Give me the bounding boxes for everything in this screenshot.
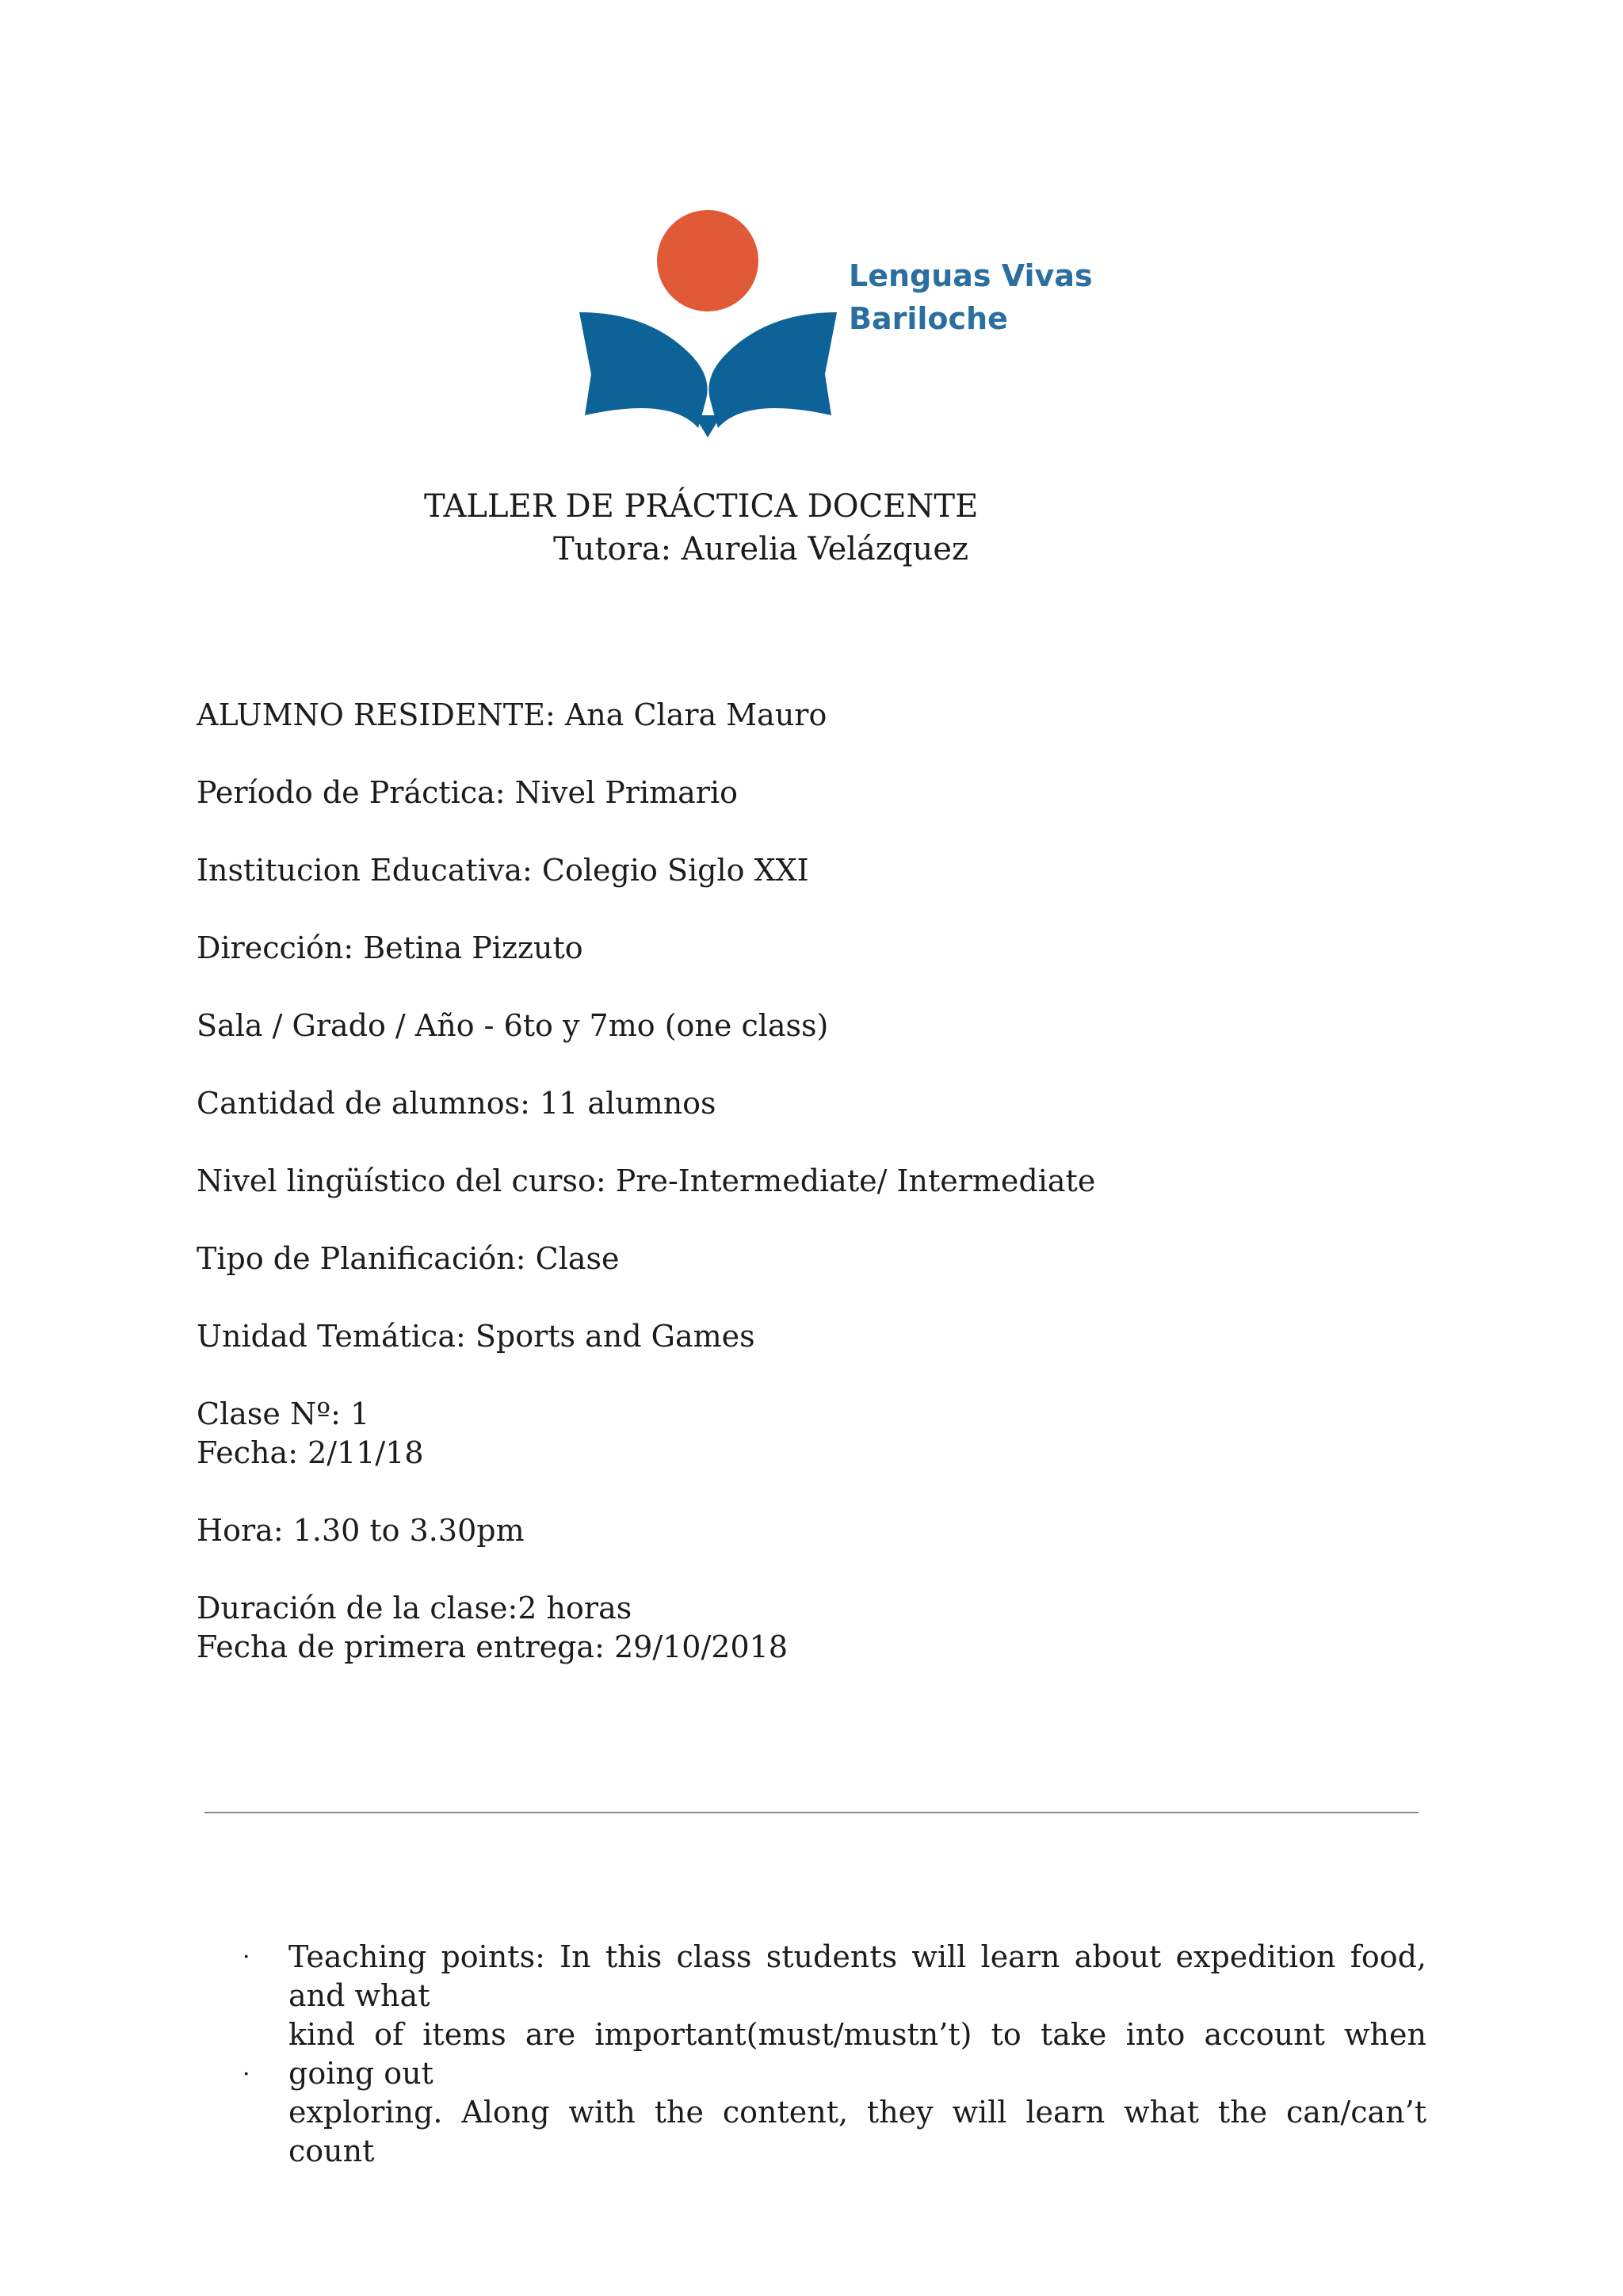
logo-text-line2: Bariloche <box>849 301 1008 336</box>
tutor-line: Tutora: Aurelia Velázquez <box>553 531 969 567</box>
field-hora: Hora: 1.30 to 3.30pm <box>197 1513 525 1548</box>
logo-sun <box>657 210 758 311</box>
teaching-points-line-2: kind of items are important(must/mustn’t) to take into account when going out <box>288 2017 1426 2091</box>
teaching-points-line-1: Teaching points: In this class students will learn about expedition food, and what <box>288 1939 1426 2013</box>
logo-book-left-page <box>579 312 708 428</box>
field-fecha: Fecha: 2/11/18 <box>197 1435 424 1470</box>
field-direccion: Dirección: Betina Pizzuto <box>197 930 583 965</box>
field-nivel: Nivel lingüístico del curso: Pre-Intermediate/ Intermediate <box>197 1163 1096 1198</box>
document-title: TALLER DE PRÁCTICA DOCENTE <box>424 488 979 525</box>
teaching-points-text <box>288 1938 1426 2171</box>
logo-text-line1: Lenguas Vivas <box>849 258 1093 293</box>
field-alumno: ALUMNO RESIDENTE: Ana Clara Mauro <box>197 697 827 732</box>
field-primera-entrega: Fecha de primera entrega: 29/10/2018 <box>197 1629 788 1664</box>
field-periodo: Período de Práctica: Nivel Primario <box>197 775 738 810</box>
bullet-2: · <box>242 2061 250 2088</box>
field-cantidad: Cantidad de alumnos: 11 alumnos <box>197 1086 716 1121</box>
field-sala: Sala / Grado / Año - 6to y 7mo (one class) <box>197 1008 829 1043</box>
field-tipo: Tipo de Planificación: Clase <box>197 1241 620 1276</box>
bullet-1: · <box>242 1943 250 1971</box>
horizontal-divider <box>204 1812 1419 1813</box>
field-duracion: Duración de la clase:2 horas <box>197 1591 632 1626</box>
field-institucion: Institucion Educativa: Colegio Siglo XXI <box>197 853 809 888</box>
field-clase: Clase Nº: 1 <box>197 1396 370 1431</box>
field-unidad: Unidad Temática: Sports and Games <box>197 1319 755 1354</box>
teaching-points-line-3: exploring. Along with the content, they will learn what the can/can’t count <box>288 2095 1426 2168</box>
logo-book-right-page <box>708 312 837 428</box>
